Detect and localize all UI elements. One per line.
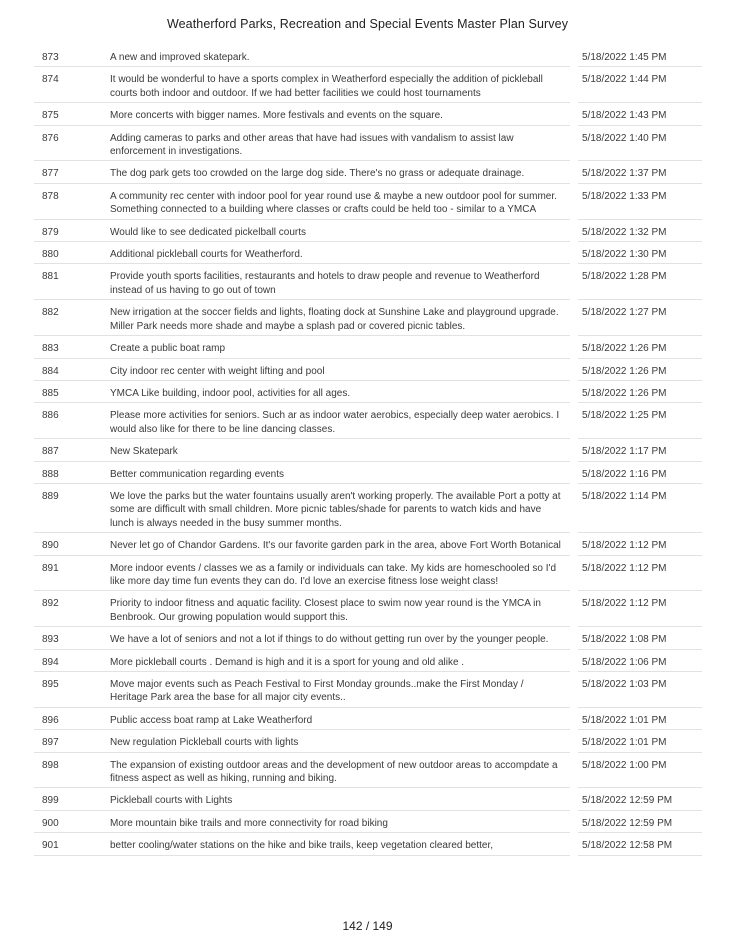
response-text: Never let go of Chandor Gardens. It's our favorite garden park in the area, above Fort Worth Botanical <box>104 533 570 555</box>
response-number: 890 <box>34 533 104 555</box>
response-text: New Skatepark <box>104 439 570 461</box>
table-row <box>34 439 702 461</box>
response-date: 5/18/2022 1:01 PM <box>578 730 702 752</box>
column-gap <box>570 483 578 532</box>
column-gap <box>570 242 578 264</box>
response-text: Please more activities for seniors. Such ar as indoor water aerobics, especially deep water aerobics. I would also like for there to be line dancing classes. <box>104 403 570 439</box>
response-date: 5/18/2022 1:12 PM <box>578 591 702 627</box>
response-text: We love the parks but the water fountains usually aren't working properly. The available Port a potty at some are difficult with small children. More picnic tables/shade for parents to watch kids and have lunch is always needed in the busy summer months. <box>104 483 570 532</box>
response-date: 5/18/2022 1:32 PM <box>578 219 702 241</box>
response-date: 5/18/2022 1:25 PM <box>578 403 702 439</box>
response-date: 5/18/2022 1:08 PM <box>578 627 702 649</box>
column-gap <box>570 125 578 161</box>
response-text: Priority to indoor fitness and aquatic facility. Closest place to swim now year round is the YMCA in Benbrook. Our growing population would support this. <box>104 591 570 627</box>
table-row <box>34 461 702 483</box>
response-date: 5/18/2022 12:59 PM <box>578 788 702 810</box>
table-row <box>34 649 702 671</box>
response-number: 876 <box>34 125 104 161</box>
response-number: 886 <box>34 403 104 439</box>
column-gap <box>570 183 578 219</box>
response-text: Public access boat ramp at Lake Weatherford <box>104 707 570 729</box>
column-gap <box>570 707 578 729</box>
response-text: The expansion of existing outdoor areas and the development of new outdoor areas to accompdate a fitness aspect as well as hiking, running and biking. <box>104 752 570 788</box>
response-text: Adding cameras to parks and other areas that have had issues with vandalism to assist law enforcement in investigations. <box>104 125 570 161</box>
response-date: 5/18/2022 1:28 PM <box>578 264 702 300</box>
response-date: 5/18/2022 1:00 PM <box>578 752 702 788</box>
table-row <box>34 358 702 380</box>
column-gap <box>570 103 578 125</box>
response-date: 5/18/2022 12:59 PM <box>578 810 702 832</box>
response-text: New regulation Pickleball courts with lights <box>104 730 570 752</box>
response-date: 5/18/2022 1:16 PM <box>578 461 702 483</box>
response-text: It would be wonderful to have a sports complex in Weatherford especially the addition of pickleball courts both indoor and outdoor. If we had better facilities we could host tournaments <box>104 67 570 103</box>
response-number: 874 <box>34 67 104 103</box>
column-gap <box>570 672 578 708</box>
response-number: 899 <box>34 788 104 810</box>
column-gap <box>570 649 578 671</box>
response-number: 895 <box>34 672 104 708</box>
response-date: 5/18/2022 1:26 PM <box>578 358 702 380</box>
column-gap <box>570 45 578 67</box>
response-number: 880 <box>34 242 104 264</box>
response-text: More concerts with bigger names. More festivals and events on the square. <box>104 103 570 125</box>
response-date: 5/18/2022 12:58 PM <box>578 833 702 855</box>
table-row <box>34 810 702 832</box>
response-text: New irrigation at the soccer fields and lights, floating dock at Sunshine Lake and playground upgrade. Miller Park needs more shade and maybe a splash pad or covered picnic tables. <box>104 300 570 336</box>
table-row <box>34 264 702 300</box>
response-number: 875 <box>34 103 104 125</box>
table-row <box>34 788 702 810</box>
table-row <box>34 591 702 627</box>
response-number: 900 <box>34 810 104 832</box>
response-number: 898 <box>34 752 104 788</box>
response-text: More mountain bike trails and more connectivity for road biking <box>104 810 570 832</box>
table-row <box>34 627 702 649</box>
column-gap <box>570 336 578 358</box>
response-text: Pickleball courts with Lights <box>104 788 570 810</box>
response-text: Provide youth sports facilities, restaurants and hotels to draw people and revenue to Weatherford instead of us having to go out of town <box>104 264 570 300</box>
response-number: 891 <box>34 555 104 591</box>
responses-table <box>34 45 702 856</box>
response-text: A new and improved skatepark. <box>104 45 570 67</box>
table-row <box>34 67 702 103</box>
response-number: 879 <box>34 219 104 241</box>
response-number: 883 <box>34 336 104 358</box>
table-row <box>34 219 702 241</box>
table-row <box>34 242 702 264</box>
response-text: Create a public boat ramp <box>104 336 570 358</box>
response-text: More indoor events / classes we as a family or individuals can take. My kids are homeschooled so I'd like more day time fun events they can do. I'd love an exercise fitness lose weight class! <box>104 555 570 591</box>
table-row <box>34 45 702 67</box>
response-number: 901 <box>34 833 104 855</box>
response-number: 878 <box>34 183 104 219</box>
response-text: YMCA Like building, indoor pool, activities for all ages. <box>104 380 570 402</box>
response-text: More pickleball courts . Demand is high and it is a sport for young and old alike . <box>104 649 570 671</box>
response-text: better cooling/water stations on the hike and bike trails, keep vegetation cleared better, <box>104 833 570 855</box>
response-date: 5/18/2022 1:27 PM <box>578 300 702 336</box>
response-number: 888 <box>34 461 104 483</box>
table-row <box>34 533 702 555</box>
table-row <box>34 336 702 358</box>
table-row <box>34 833 702 855</box>
response-date: 5/18/2022 1:17 PM <box>578 439 702 461</box>
response-date: 5/18/2022 1:44 PM <box>578 67 702 103</box>
response-number: 881 <box>34 264 104 300</box>
table-row <box>34 300 702 336</box>
response-number: 889 <box>34 483 104 532</box>
response-number: 882 <box>34 300 104 336</box>
response-number: 877 <box>34 161 104 183</box>
column-gap <box>570 533 578 555</box>
table-row <box>34 752 702 788</box>
table-row <box>34 707 702 729</box>
response-number: 894 <box>34 649 104 671</box>
page-title: Weatherford Parks, Recreation and Special Events Master Plan Survey <box>166 17 569 31</box>
response-date: 5/18/2022 1:26 PM <box>578 336 702 358</box>
column-gap <box>570 627 578 649</box>
table-row <box>34 483 702 532</box>
response-date: 5/18/2022 1:06 PM <box>578 649 702 671</box>
table-row <box>34 183 702 219</box>
response-number: 873 <box>34 45 104 67</box>
table-row <box>34 555 702 591</box>
response-date: 5/18/2022 1:30 PM <box>578 242 702 264</box>
response-date: 5/18/2022 1:12 PM <box>578 555 702 591</box>
responses-table-body <box>34 45 702 855</box>
column-gap <box>570 461 578 483</box>
table-row <box>34 103 702 125</box>
column-gap <box>570 380 578 402</box>
response-text: Move major events such as Peach Festival to First Monday grounds..make the First Monday / Heritage Park area the base for all major city events.. <box>104 672 570 708</box>
response-text: The dog park gets too crowded on the large dog side. There's no grass or adequate drainage. <box>104 161 570 183</box>
response-date: 5/18/2022 1:40 PM <box>578 125 702 161</box>
response-text: A community rec center with indoor pool for year round use & maybe a new outdoor pool for summer. Something connected to a building where classes or crafts could be held too - similar to a YMCA <box>104 183 570 219</box>
response-date: 5/18/2022 1:26 PM <box>578 380 702 402</box>
response-text: Additional pickleball courts for Weatherford. <box>104 242 570 264</box>
response-date: 5/18/2022 1:33 PM <box>578 183 702 219</box>
response-number: 896 <box>34 707 104 729</box>
column-gap <box>570 300 578 336</box>
column-gap <box>570 403 578 439</box>
response-date: 5/18/2022 1:12 PM <box>578 533 702 555</box>
column-gap <box>570 730 578 752</box>
response-number: 892 <box>34 591 104 627</box>
response-date: 5/18/2022 1:01 PM <box>578 707 702 729</box>
table-row <box>34 125 702 161</box>
response-number: 887 <box>34 439 104 461</box>
column-gap <box>570 833 578 855</box>
response-number: 897 <box>34 730 104 752</box>
response-text: Would like to see dedicated pickelball courts <box>104 219 570 241</box>
column-gap <box>570 591 578 627</box>
response-number: 884 <box>34 358 104 380</box>
column-gap <box>570 439 578 461</box>
table-row <box>34 730 702 752</box>
column-gap <box>570 67 578 103</box>
column-gap <box>570 264 578 300</box>
response-number: 893 <box>34 627 104 649</box>
response-text: City indoor rec center with weight lifting and pool <box>104 358 570 380</box>
column-gap <box>570 161 578 183</box>
response-date: 5/18/2022 1:37 PM <box>578 161 702 183</box>
column-gap <box>570 219 578 241</box>
response-number: 885 <box>34 380 104 402</box>
table-row <box>34 403 702 439</box>
column-gap <box>570 788 578 810</box>
table-row <box>34 380 702 402</box>
response-date: 5/18/2022 1:03 PM <box>578 672 702 708</box>
page-number: 142 / 149 <box>342 919 393 933</box>
response-date: 5/18/2022 1:43 PM <box>578 103 702 125</box>
table-row <box>34 672 702 708</box>
response-date: 5/18/2022 1:45 PM <box>578 45 702 67</box>
column-gap <box>570 555 578 591</box>
column-gap <box>570 358 578 380</box>
response-date: 5/18/2022 1:14 PM <box>578 483 702 532</box>
column-gap <box>570 752 578 788</box>
response-text: Better communication regarding events <box>104 461 570 483</box>
response-text: We have a lot of seniors and not a lot if things to do without getting run over by the younger people. <box>104 627 570 649</box>
column-gap <box>570 810 578 832</box>
table-row <box>34 161 702 183</box>
